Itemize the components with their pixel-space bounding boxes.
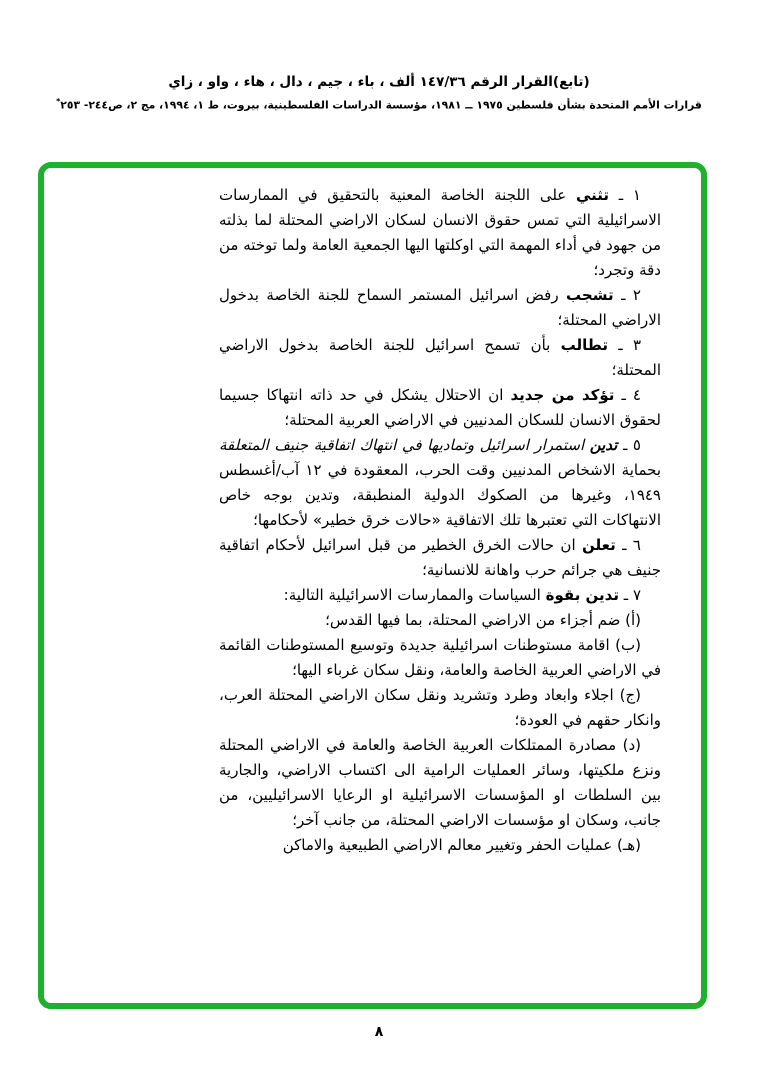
paragraph-lead: تطالب (560, 336, 609, 354)
paragraph-3 (219, 333, 661, 383)
footnote-mark: * (56, 97, 61, 106)
subitem-letter: (ج) (619, 686, 641, 704)
paragraph-emphasis: استمرار اسرائيل وتماديها في انتهاك اتفاقية جنيف المتعلقة (219, 436, 585, 454)
subitem-letter: (أ) (625, 611, 641, 629)
paragraph-number: ١ ـ (618, 186, 641, 204)
subitem-e (219, 833, 661, 858)
paragraph-number: ٧ ـ (623, 586, 641, 604)
content-border-box (38, 162, 707, 1009)
source-citation-text: قرارات الأمم المتحدة بشأن فلسطين ١٩٧٥ ــ ١٩٨١، مؤسسة الدراسات الفلسطينية، بيروت، ط ١، ١٩٩٤، مج ٢، ص٢٤٤- ٢٥٣ (60, 98, 702, 112)
paragraph-number: ٣ ـ (618, 336, 641, 354)
paragraph-2 (219, 283, 661, 333)
subitem-letter: (هـ) (616, 836, 641, 854)
subitem-b (219, 633, 661, 683)
resolution-text-column (219, 183, 661, 858)
source-citation (0, 97, 758, 112)
document-header (0, 74, 758, 112)
paragraph-lead: تثني (575, 186, 610, 204)
subitem-d (219, 733, 661, 833)
subitem-a (219, 608, 661, 633)
paragraph-7 (219, 583, 661, 608)
paragraph-lead: تؤكد من جديد (510, 386, 615, 404)
paragraph-6 (219, 533, 661, 583)
paragraph-text: السياسات والممارسات الاسرائيلية التالية: (283, 586, 541, 604)
paragraph-text: مصادرة الممتلكات العربية الخاصة والعامة في الاراضي المحتلة ونزع ملكيتها، وسائر العمليات الرامية الى اكتساب الاراضي، والجارية بين السلطات او المؤسسات الاسرائيلية او الرعايا الاسرائيليين، من جانب، وسكان او مؤسسات الاراضي المحتلة، من جانب آخر؛ (219, 736, 661, 829)
resolution-title: (تابع)القرار الرقم ١٤٧/٣٦ ألف ، باء ، جيم ، دال ، هاء ، واو ، زاي (168, 74, 590, 90)
paragraph-number: ٢ ـ (621, 286, 641, 304)
paragraph-number: ٥ ـ (622, 436, 641, 454)
subitem-letter: (د) (622, 736, 641, 754)
paragraph-text: اجلاء وابعاد وطرد وتشريد ونقل سكان الاراضي المحتلة العرب، وانكار حقهم في العودة؛ (219, 686, 661, 729)
paragraph-text: على اللجنة الخاصة المعنية بالتحقيق في الممارسات الاسرائيلية التي تمس حقوق الانسان لسكان الاراضي المحتلة لما بذلته من جهود في أداء المهمة التي اوكلتها اليها الجمعية العامة ولما توخته من دقة وتجرد؛ (219, 186, 661, 279)
paragraph-text: بحماية الاشخاص المدنيين وقت الحرب، المعقودة في ١٢ آب/أغسطس ١٩٤٩، وغيرها من الصكوك الدولية المنطبقة، وتدين بوجه خاص الانتهاكات التي تعتبرها تلك الاتفاقية «حالات خرق خطير» لأحكامها؛ (219, 461, 661, 529)
subitem-c (219, 683, 661, 733)
paragraph-1 (219, 183, 661, 283)
paragraph-4 (219, 383, 661, 433)
paragraph-text: اقامة مستوطنات اسرائيلية جديدة وتوسيع المستوطنات القائمة في الاراضي العربية الخاصة والعامة، ونقل سكان غرباء اليها؛ (219, 636, 661, 679)
paragraph-text: رفض اسرائيل المستمر السماح للجنة الخاصة بدخول الاراضي المحتلة؛ (219, 286, 661, 329)
paragraph-text: عمليات الحفر وتغيير معالم الاراضي الطبيعية والاماكن (282, 836, 613, 854)
paragraph-text: ضم أجزاء من الاراضي المحتلة، بما فيها القدس؛ (325, 611, 621, 629)
paragraph-text: بأن تسمح اسرائيل للجنة الخاصة بدخول الاراضي المحتلة؛ (219, 336, 661, 379)
subitem-letter: (ب) (615, 636, 641, 654)
paragraph-number: ٦ ـ (622, 536, 641, 554)
paragraph-lead: تدين (589, 436, 618, 454)
paragraph-5 (219, 433, 661, 533)
paragraph-number: ٤ ـ (621, 386, 641, 404)
paragraph-lead: تعلن (582, 536, 616, 554)
page-number: ٨ (374, 1024, 384, 1040)
paragraph-text: ان الاحتلال يشكل في حد ذاته انتهاكا جسيما لحقوق الانسان للسكان المدنيين في الاراضي العربية المحتلة؛ (219, 386, 661, 429)
paragraph-text: ان حالات الخرق الخطير من قبل اسرائيل لأحكام اتفاقية جنيف هي جرائم حرب واهانة للانسانية؛ (219, 536, 661, 579)
paragraph-lead: تدين بقوة (545, 586, 619, 604)
paragraph-lead: تشجب (566, 286, 614, 304)
